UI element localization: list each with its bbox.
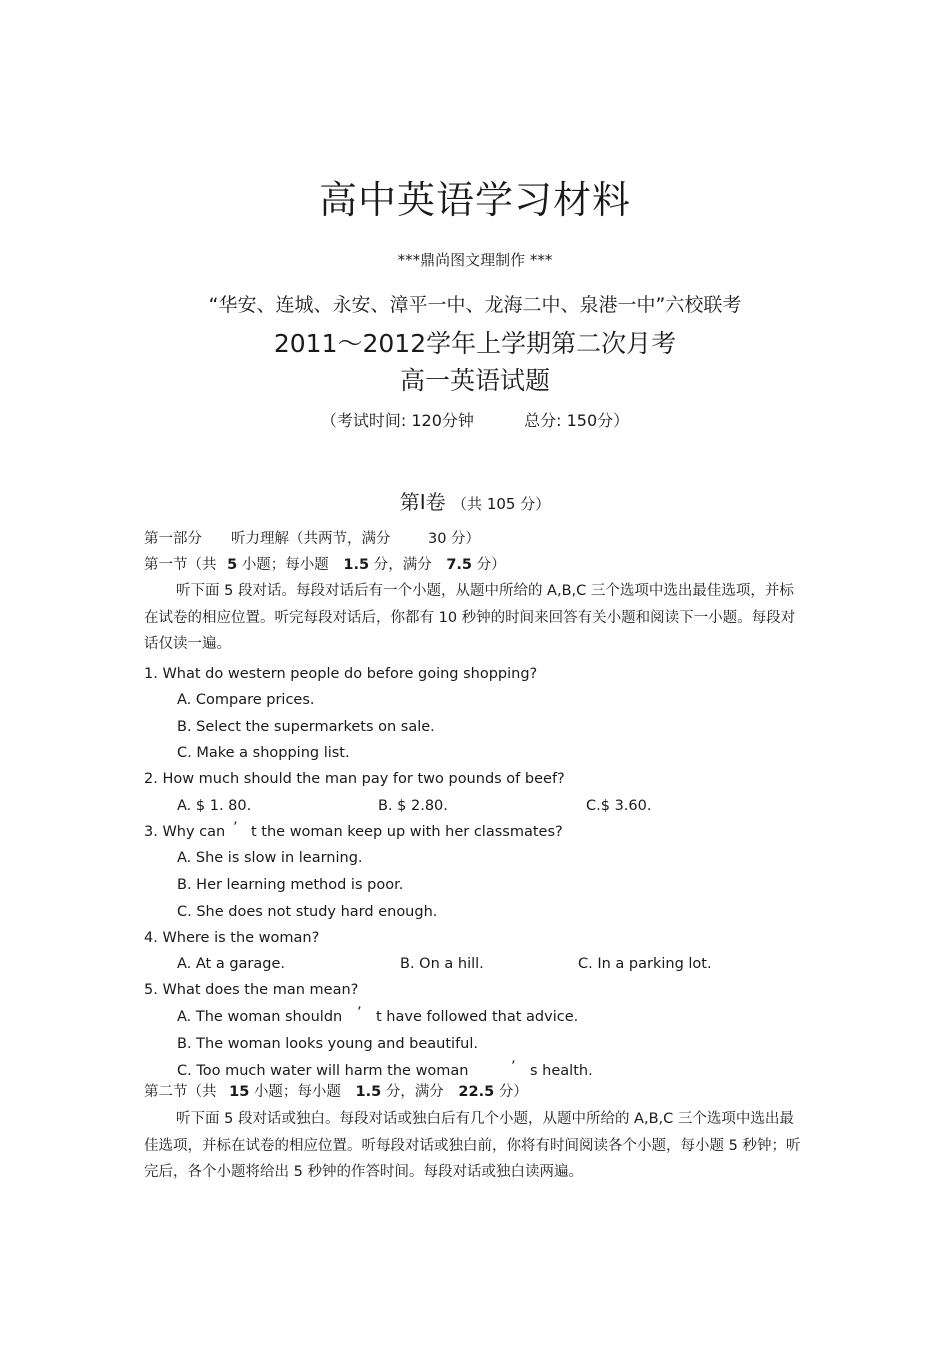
- section2-instructions: 听下面 5 段对话或独白。每段对话或独白后有几个小题，从题中所给的 A,B,C 三个选项中选出最佳选项，并标在试卷的相应位置。听每段对话或独白前，你将有时间阅读各个小题，每小题 5 秒钟；听完后，各个小题将给出 5 秒钟的作答时间。每段对话或独白读两遍。: [144, 1111, 801, 1180]
- question-2-option-a: A. $ 1. 80.: [177, 798, 252, 814]
- question-5-option-c-apostrophe: ’: [511, 1059, 516, 1075]
- question-3-stem-start: 3. Why can: [144, 824, 226, 840]
- document-title: 高中英语学习材料: [318, 178, 631, 222]
- section1-heading: 第一节（共 5 小题；每小题 1.5 分，满分 7.5 分）: [144, 557, 506, 573]
- question-5-option-a-apostrophe: ’: [357, 1005, 362, 1021]
- question-3-option-b: B. Her learning method is poor.: [177, 877, 404, 893]
- part1-heading: 第一部分: [144, 531, 202, 547]
- question-4-option-b: B. On a hill.: [400, 956, 484, 972]
- question-5-option-a-start: A. The woman shouldn: [177, 1009, 343, 1025]
- question-5-stem: 5. What does the man mean?: [144, 982, 359, 998]
- producer-line: ***鼎尚图文理制作 ***: [397, 251, 553, 269]
- question-2-option-c: C.$ 3.60.: [586, 798, 652, 814]
- question-4-option-a: A. At a garage.: [177, 956, 286, 972]
- question-1-stem: 1. What do western people do before going shopping?: [144, 666, 538, 682]
- time-value: 120分钟: [411, 411, 474, 430]
- question-3-option-c: C. She does not study hard enough.: [177, 904, 438, 920]
- section1-instructions: 听下面 5 段对话。每段对话后有一个小题，从题中所给的 A,B,C 三个选项中选出最佳选项，并标在试卷的相应位置。听完每段对话后，你都有 10 秒钟的时间来回答有关小题和阅读下一小题。每段对话仅读一遍。: [144, 583, 796, 652]
- score-value: 150分）: [566, 411, 630, 430]
- school-union-line: “华安、连城、永安、漳平一中、龙海二中、泉港一中”六校联考: [208, 294, 742, 316]
- question-3-option-a: A. She is slow in learning.: [177, 850, 363, 866]
- question-5-option-a-end: t have followed that advice.: [376, 1009, 579, 1025]
- question-3-stem-end: t the woman keep up with her classmates?: [251, 824, 563, 840]
- question-5-option-b: B. The woman looks young and beautiful.: [177, 1036, 478, 1052]
- part1-name: 听力理解（共两节，满分: [231, 531, 391, 547]
- question-1-option-c: C. Make a shopping list.: [177, 745, 350, 761]
- subject-title: 高一英语试题: [399, 366, 550, 395]
- score-label: 总分:: [524, 411, 562, 430]
- volume-title: 第Ⅰ卷: [399, 490, 446, 514]
- time-label: （考试时间:: [320, 411, 407, 430]
- exam-info: [0, 410, 950, 432]
- question-5-option-c-end: s health.: [530, 1063, 593, 1079]
- term-title: 2011～2012学年上学期第二次月考: [273, 329, 677, 358]
- section2-heading: 第二节（共 15 小题；每小题 1.5 分，满分 22.5 分）: [144, 1084, 528, 1100]
- question-5-option-c-start: C. Too much water will harm the woman: [177, 1063, 469, 1079]
- question-3-apostrophe: ’: [233, 820, 238, 836]
- question-4-option-c: C. In a parking lot.: [578, 956, 712, 972]
- question-4-stem: 4. Where is the woman?: [144, 930, 320, 946]
- question-2-option-b: B. $ 2.80.: [378, 798, 448, 814]
- volume-heading: [0, 488, 950, 518]
- question-1-option-b: B. Select the supermarkets on sale.: [177, 719, 435, 735]
- volume-points: （共 105 分）: [452, 495, 551, 513]
- question-1-option-a: A. Compare prices.: [177, 692, 315, 708]
- part1-score: 30 分）: [428, 531, 481, 547]
- question-2-stem: 2. How much should the man pay for two pounds of beef?: [144, 771, 565, 787]
